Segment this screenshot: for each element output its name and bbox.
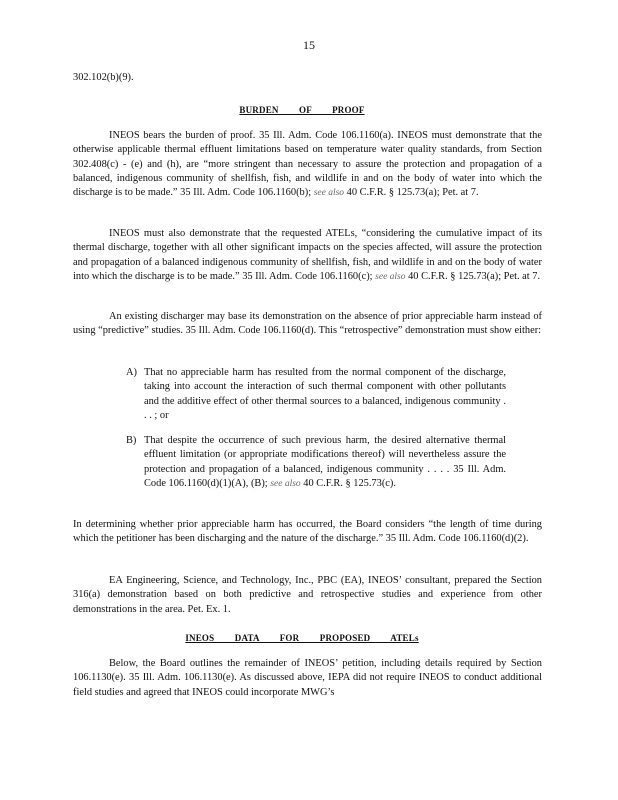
citation-signal: see also [375, 271, 406, 282]
paragraph-atels [73, 227, 542, 284]
paragraph-text: EA Engineering, Science, and Technology, Inc., PBC (EA), INEOS’ consultant, prepared the Section 316(a) demonstration based on both predictive and retrospective studies and experience from other demonstrations in the area. Pet. Ex. 1. [73, 575, 542, 615]
list-item-label: A) [126, 367, 137, 378]
citation-signal: see also [313, 188, 345, 199]
page-number: 15 [303, 38, 315, 52]
paragraph-below [73, 657, 542, 700]
list-item-text: That no appreciable harm has resulted from the normal component of the discharge, taking into account the interaction of such thermal component with other pollutants and the additive effect of other thermal sources to a balanced, indigenous community . . . ; or [144, 367, 506, 421]
paragraph-existing-discharger [73, 310, 542, 339]
continuation-text [73, 71, 542, 85]
list-item-b [126, 434, 506, 491]
heading-text: INEOS DATA FOR PROPOSED ATELs [185, 633, 419, 643]
paragraph-ea-engineering [73, 574, 542, 617]
section-heading-ineos-data [0, 631, 618, 645]
paragraph-text: Below, the Board outlines the remainder of INEOS’ petition, including details required by Section 106.1130(e). 35 Ill. Adm. 106.1130(e). As discussed above, IEPA did not require INEOS to conduct additional field studies and agreed that INEOS could incorporate MWG’s [73, 658, 542, 698]
paragraph-text: INEOS must also demonstrate that the requested ATELs, “considering the cumulative impact of its thermal discharge, together with all other significant impacts on the species affected, will assure the protection and propagation of a balanced indigenous community of shellfish, fish, and wildlife in and on the body of water into which the discharge is to be made.” 35 Ill. Adm. Code 106.1160(c); [73, 228, 542, 282]
section-heading-burden-of-proof [0, 103, 618, 117]
list-item-text: That despite the occurrence of such previous harm, the desired alternative thermal effluent limitation (or appropriate modifications thereof) will nevertheless assure the protection and propagation of a balanced, indigenous community . . . . 35 Ill. Adm. Code 106.1160(d)(1)(A), (B); [144, 435, 506, 489]
list-item-a [126, 366, 506, 423]
paragraph-burden [73, 129, 542, 200]
paragraph-text: In determining whether prior appreciable harm has occurred, the Board considers “the length of time during which the petitioner has been discharging and the nature of the discharge.” 35 Ill. Adm. Code 106.1160(d)(2). [73, 519, 542, 545]
citation-text: 40 C.F.R. § 125.73(a); Pet. at 7. [346, 187, 479, 199]
heading-text: BURDEN OF PROOF [239, 105, 365, 115]
paragraph-prior-harm [73, 518, 542, 547]
paragraph-text: An existing discharger may base its demonstration on the absence of prior appreciable harm instead of using “predictive” studies. 35 Ill. Adm. Code 106.1160(d). This “retrospective” demonstration must show either: [73, 311, 542, 337]
citation-text: 40 C.F.R. § 125.73(c). [303, 477, 396, 489]
continuation-line: 302.102(b)(9). [73, 72, 134, 83]
citation-signal: see also [270, 478, 301, 489]
paragraph-text: INEOS bears the burden of proof. 35 Ill. Adm. Code 106.1160(a). INEOS must demonstrate that the otherwise applicable thermal effluent limitations based on temperature water quality standards, from Section 302.408(c) - (e) and (h), are “more stringent than necessary to assure the protection and propagation of a balanced, indigenous community of shellfish, fish, and wildlife in and on the body of water into which the discharge is to be made.” 35 Ill. Adm. Code 106.1160(b); [73, 130, 542, 199]
list-item-label: B) [126, 435, 137, 446]
citation-text: 40 C.F.R. § 125.73(a); Pet. at 7. [408, 270, 541, 282]
